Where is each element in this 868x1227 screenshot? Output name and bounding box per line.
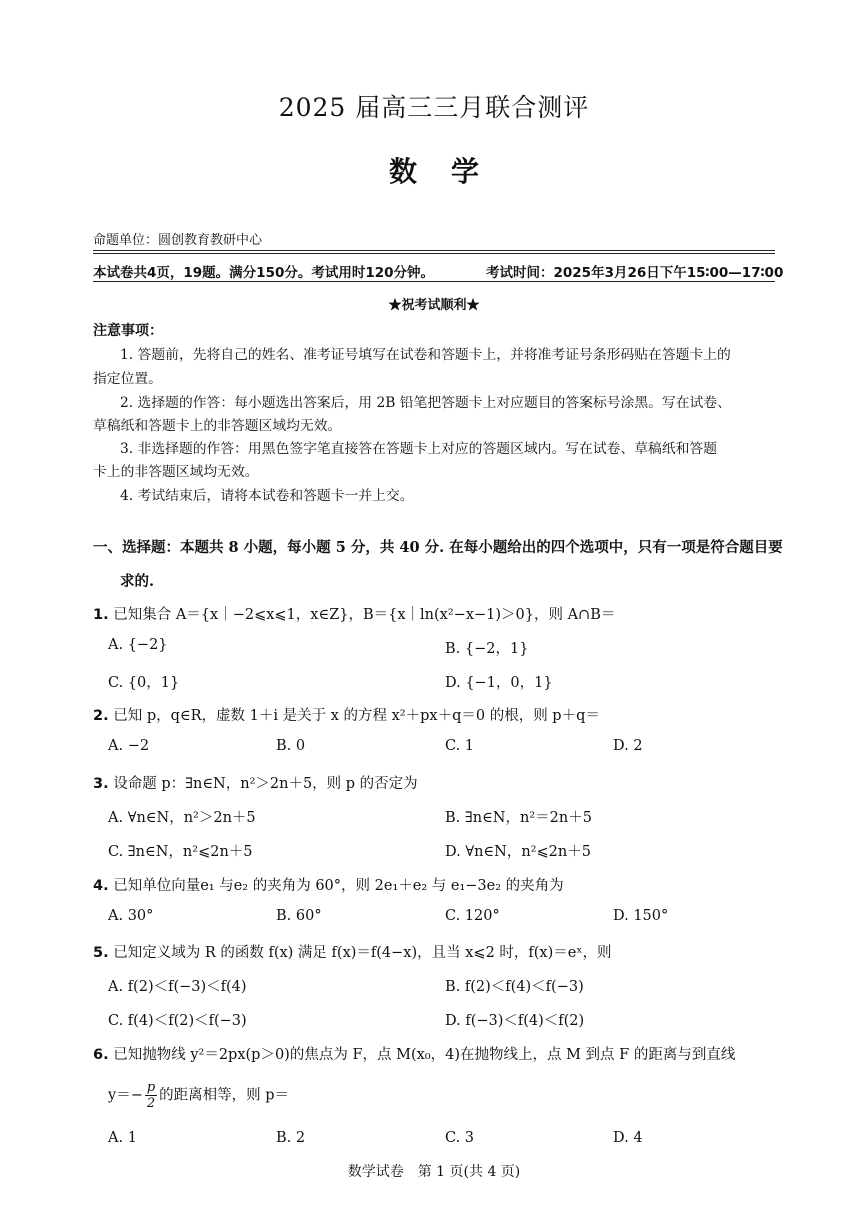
question-stem: 设命题 p：∃n∈N，n²＞2n＋5，则 p 的否定为 — [113, 776, 418, 792]
option-b: B. 60° — [276, 908, 322, 924]
question-number: 6. — [93, 1047, 109, 1063]
notice-item: 草稿纸和答题卡上的非答题区域均无效。 — [93, 418, 342, 434]
question-stem: 已知抛物线 y²＝2px(p＞0)的焦点为 F，点 M(x₀，4)在抛物线上，点 M 到点 F 的距离与到直线 — [113, 1047, 736, 1063]
question-6 — [93, 1043, 735, 1064]
header-rule-top — [93, 250, 775, 251]
author-unit: 命题单位：圆创教育教研中心 — [93, 233, 263, 248]
option-c: C. ∃n∈N，n²⩽2n＋5 — [108, 844, 253, 860]
option-d: D. {−1，0，1} — [445, 675, 553, 691]
option-a: A. 1 — [108, 1130, 137, 1146]
option-d: D. 2 — [613, 738, 643, 754]
good-luck-banner: ★祝考试顺利★ — [388, 298, 480, 313]
notice-item: 指定位置。 — [93, 371, 162, 387]
question-3 — [93, 772, 418, 793]
exam-info: 本试卷共4页，19题。满分150分。考试用时120分钟。 — [93, 265, 435, 281]
option-c: C. 1 — [445, 738, 475, 754]
notice-item: 3. 非选择题的作答：用黑色签字笔直接答在答题卡上对应的答题区域内。写在试卷、草稿纸和答题 — [120, 441, 718, 457]
question-number: 3. — [93, 776, 109, 792]
option-a: A. −2 — [108, 738, 150, 754]
subject-title: 数学 — [388, 155, 513, 188]
option-b: B. f(2)＜f(4)＜f(−3) — [445, 979, 584, 995]
option-c: C. 120° — [445, 908, 500, 924]
section-heading: 一、选择题：本题共 8 小题，每小题 5 分，共 40 分. 在每小题给出的四个选项中，只有一项是符合题目要 — [93, 539, 783, 556]
option-c: C. 3 — [445, 1130, 475, 1146]
question-number: 4. — [93, 878, 109, 894]
stem-text: 的距离相等，则 p＝ — [159, 1087, 290, 1104]
notice-item: 2. 选择题的作答：每小题选出答案后，用 2B 铅笔把答题卡上对应题目的答案标号涂黑。写在试卷、 — [120, 395, 731, 411]
question-stem: 已知定义域为 R 的函数 f(x) 满足 f(x)＝f(4−x)，且当 x⩽2 时，f(x)＝eˣ，则 — [113, 945, 612, 961]
option-a: A. 30° — [108, 908, 154, 924]
question-stem: 已知单位向量e₁ 与e₂ 的夹角为 60°，则 2e₁＋e₂ 与 e₁−3e₂ 的夹角为 — [113, 878, 564, 894]
question-5 — [93, 941, 612, 962]
option-a: A. f(2)＜f(−3)＜f(4) — [108, 979, 247, 995]
exam-time: 考试时间：2025年3月26日下午15∶00—17∶00 — [486, 265, 784, 281]
question-1 — [93, 603, 615, 624]
question-stem: 已知 p，q∈R，虚数 1＋i 是关于 x 的方程 x²＋px＋q＝0 的根，则 p＋q＝ — [113, 708, 600, 724]
header-rule-top-2 — [93, 253, 775, 254]
option-b: B. {−2，1} — [445, 641, 529, 657]
option-d: D. 150° — [613, 908, 669, 924]
option-b: B. ∃n∈N，n²＝2n＋5 — [445, 810, 592, 826]
fraction-denominator: 2 — [146, 1096, 156, 1111]
section-heading-cont: 求的. — [120, 573, 155, 590]
notice-heading: 注意事项： — [93, 323, 163, 339]
page-footer: 数学试卷 第 1 页(共 4 页) — [347, 1164, 521, 1180]
question-number: 2. — [93, 708, 109, 724]
option-c: C. {0，1} — [108, 675, 180, 691]
question-number: 5. — [93, 945, 109, 961]
option-c: C. f(4)＜f(2)＜f(−3) — [108, 1013, 247, 1029]
option-b: B. 2 — [276, 1130, 306, 1146]
notice-item: 卡上的非答题区域均无效。 — [93, 464, 259, 480]
stem-text: y＝− — [108, 1087, 143, 1104]
fraction — [145, 1080, 157, 1111]
option-d: D. ∀n∈N，n²⩽2n＋5 — [445, 844, 591, 860]
option-a: A. ∀n∈N，n²＞2n＋5 — [108, 810, 256, 826]
fraction-numerator: p — [146, 1080, 156, 1095]
exam-title: 2025 届高三三月联合测评 — [278, 93, 590, 122]
notice-item: 4. 考试结束后，请将本试卷和答题卡一并上交。 — [120, 488, 414, 504]
question-stem: 已知集合 A＝{x｜−2⩽x⩽1，x∈Z}，B＝{x｜ln(x²−x−1)＞0}，则 A∩B＝ — [113, 607, 616, 623]
question-6-cont — [108, 1080, 289, 1111]
option-d: D. f(−3)＜f(4)＜f(2) — [445, 1013, 585, 1029]
question-4 — [93, 874, 564, 895]
option-d: D. 4 — [613, 1130, 643, 1146]
question-2 — [93, 704, 600, 725]
question-number: 1. — [93, 607, 109, 623]
option-b: B. 0 — [276, 738, 306, 754]
header-rule-bottom — [93, 281, 775, 282]
notice-item: 1. 答题前，先将自己的姓名、准考证号填写在试卷和答题卡上，并将准考证号条形码贴在答题卡上的 — [120, 347, 731, 363]
option-a: A. {−2} — [108, 637, 168, 653]
